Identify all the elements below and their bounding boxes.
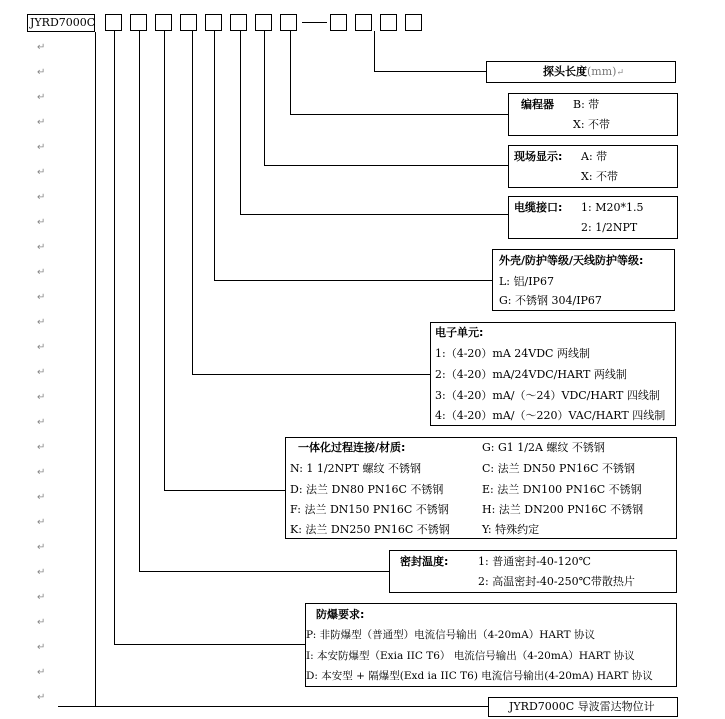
paragraph-mark: ↵ — [37, 142, 46, 153]
connector-housing-v — [214, 31, 215, 280]
code-square-electronics — [180, 14, 197, 31]
seal-option-1: 1: 普通密封-40-120℃ — [478, 555, 591, 568]
paragraph-mark: ↵ — [37, 267, 46, 278]
connector-cable-h — [240, 214, 508, 215]
explosion-option-p: P: 非防爆型（普通型）电流信号输出（4-20mA）HART 协议 — [306, 629, 595, 641]
display-title: 现场显示: — [514, 150, 563, 163]
code-square-display — [255, 14, 272, 31]
paragraph-mark: ↵ — [37, 642, 46, 653]
connector-display-h — [264, 165, 508, 166]
connection-option-right: C: 法兰 DN50 PN16C 不锈钢 — [482, 462, 635, 475]
cable-box — [508, 196, 678, 239]
probe-length-unit: (mm) — [587, 65, 617, 78]
connection-option-left: F: 法兰 DN150 PN16C 不锈钢 — [290, 503, 449, 516]
connector-housing-h — [214, 280, 492, 281]
connector-programmer-h — [290, 114, 508, 115]
connection-option-right: H: 法兰 DN200 PN16C 不锈钢 — [482, 503, 644, 516]
connector-probe-v — [374, 31, 375, 71]
display-option-x: X: 不带 — [581, 170, 619, 183]
code-square-explosion — [105, 14, 122, 31]
connector-probe-h — [374, 71, 486, 72]
seal-title: 密封温度: — [400, 555, 449, 568]
paragraph-mark: ↵ — [37, 492, 46, 503]
cable-option-2: 2: 1/2NPT — [581, 221, 638, 234]
connector-programmer-v — [290, 31, 291, 114]
code-square-programmer — [280, 14, 297, 31]
electronics-option-4: 4:（4-20）mA/（～220）VAC/HART 四线制 — [435, 409, 666, 422]
model-label: JYRD7000C — [30, 16, 96, 29]
connector-seal-h — [139, 571, 389, 572]
cable-title: 电缆接口: — [514, 201, 563, 214]
explosion-option-d: D: 本安型 + 隔爆型(Exd ia IIC T6) 电流信号输出(4-20mA) HART 协议 — [306, 670, 653, 682]
code-square-seal — [130, 14, 147, 31]
probe-length-label — [543, 65, 624, 80]
paragraph-mark: ↵ — [37, 517, 46, 528]
dash-separator — [302, 22, 327, 23]
programmer-option-x: X: 不带 — [573, 118, 611, 131]
paragraph-mark: ↵ — [37, 242, 46, 253]
connector-electronics-v — [192, 31, 193, 374]
connector-explosion-v — [114, 31, 115, 644]
paragraph-mark: ↵ — [37, 442, 46, 453]
paragraph-mark: ↵ — [37, 417, 46, 428]
connector-connection-v — [164, 31, 165, 490]
paragraph-mark: ↵ — [37, 667, 46, 678]
connection-option-left: K: 法兰 DN250 PN16C 不锈钢 — [290, 523, 450, 536]
electronics-option-1: 1:（4-20）mA 24VDC 两线制 — [435, 347, 590, 360]
connector-explosion-h — [114, 644, 305, 645]
connection-option-right: Y: 特殊约定 — [482, 523, 540, 536]
paragraph-mark: ↵ — [37, 617, 46, 628]
paragraph-mark: ↵ — [37, 42, 46, 53]
paragraph-mark: ↵ — [37, 292, 46, 303]
connection-option-g: G: G1 1/2A 螺纹 不锈钢 — [482, 441, 605, 454]
seal-option-2: 2: 高温密封-40-250℃带散热片 — [478, 575, 635, 588]
connector-connection-h — [164, 490, 285, 491]
paragraph-mark: ↵ — [37, 67, 46, 78]
product-name-label: JYRD7000C 导波雷达物位计 — [509, 700, 655, 713]
probe-length-title: 探头长度 — [543, 65, 587, 78]
display-box — [508, 145, 678, 188]
paragraph-mark: ↵ — [37, 192, 46, 203]
paragraph-mark: ↵ — [37, 392, 46, 403]
electronics-option-2: 2:（4-20）mA/24VDC/HART 两线制 — [435, 368, 627, 381]
electronics-box — [430, 322, 676, 426]
probe-length-box — [486, 61, 676, 83]
paragraph-mark: ↵ — [37, 692, 46, 703]
model-box — [27, 14, 95, 32]
housing-box — [492, 249, 675, 311]
paragraph-mark: ↵ — [37, 567, 46, 578]
paragraph-mark: ↵ — [37, 542, 46, 553]
code-square-cable — [230, 14, 247, 31]
code-square-probe-4 — [405, 14, 422, 31]
paragraph-mark: ↵ — [37, 367, 46, 378]
connection-option-right: E: 法兰 DN100 PN16C 不锈钢 — [482, 483, 642, 496]
connector-model — [95, 32, 96, 706]
display-option-a: A: 带 — [581, 150, 608, 163]
connector-electronics-h — [192, 374, 430, 375]
connection-option-left: D: 法兰 DN80 PN16C 不锈钢 — [290, 483, 444, 496]
connector-seal-v — [139, 31, 140, 571]
connection-title: 一体化过程连接/材质: — [298, 441, 406, 454]
paragraph-mark: ↵ — [37, 592, 46, 603]
product-name-box — [488, 697, 678, 717]
housing-title: 外壳/防护等级/天线防护等级: — [499, 254, 644, 267]
housing-option-l: L: 铝/IP67 — [499, 275, 554, 288]
code-square-housing — [205, 14, 222, 31]
code-square-probe-3 — [380, 14, 397, 31]
paragraph-mark: ↵ — [37, 217, 46, 228]
connector-display-v — [264, 31, 265, 165]
connection-option-left: N: 1 1/2NPT 螺纹 不锈钢 — [290, 462, 421, 475]
programmer-title: 编程器 — [521, 98, 554, 111]
paragraph-mark: ↵ — [37, 117, 46, 128]
code-square-probe-2 — [355, 14, 372, 31]
explosion-option-i: I: 本安防爆型（Exia IIC T6） 电流信号输出（4-20mA）HART 协议 — [306, 650, 635, 662]
paragraph-mark: ↵ — [37, 342, 46, 353]
connection-box — [285, 437, 677, 539]
programmer-option-b: B: 带 — [573, 98, 600, 111]
code-square-probe-1 — [330, 14, 347, 31]
paragraph-mark: ↵ — [37, 167, 46, 178]
explosion-title: 防爆要求: — [316, 608, 365, 621]
electronics-option-3: 3:（4-20）mA/（～24）VDC/HART 四线制 — [435, 389, 660, 402]
programmer-box — [508, 93, 678, 136]
paragraph-mark: ↵ — [37, 92, 46, 103]
seal-box — [389, 550, 677, 593]
code-square-connection — [155, 14, 172, 31]
connector-bottom — [58, 706, 488, 707]
paragraph-mark: ↵ — [616, 68, 624, 78]
housing-option-g: G: 不锈钢 304/IP67 — [499, 294, 602, 307]
paragraph-mark: ↵ — [37, 317, 46, 328]
cable-option-1: 1: M20*1.5 — [581, 201, 644, 214]
electronics-title: 电子单元: — [435, 326, 484, 339]
connector-cable-v — [240, 31, 241, 214]
paragraph-mark: ↵ — [37, 467, 46, 478]
explosion-box — [305, 603, 677, 687]
